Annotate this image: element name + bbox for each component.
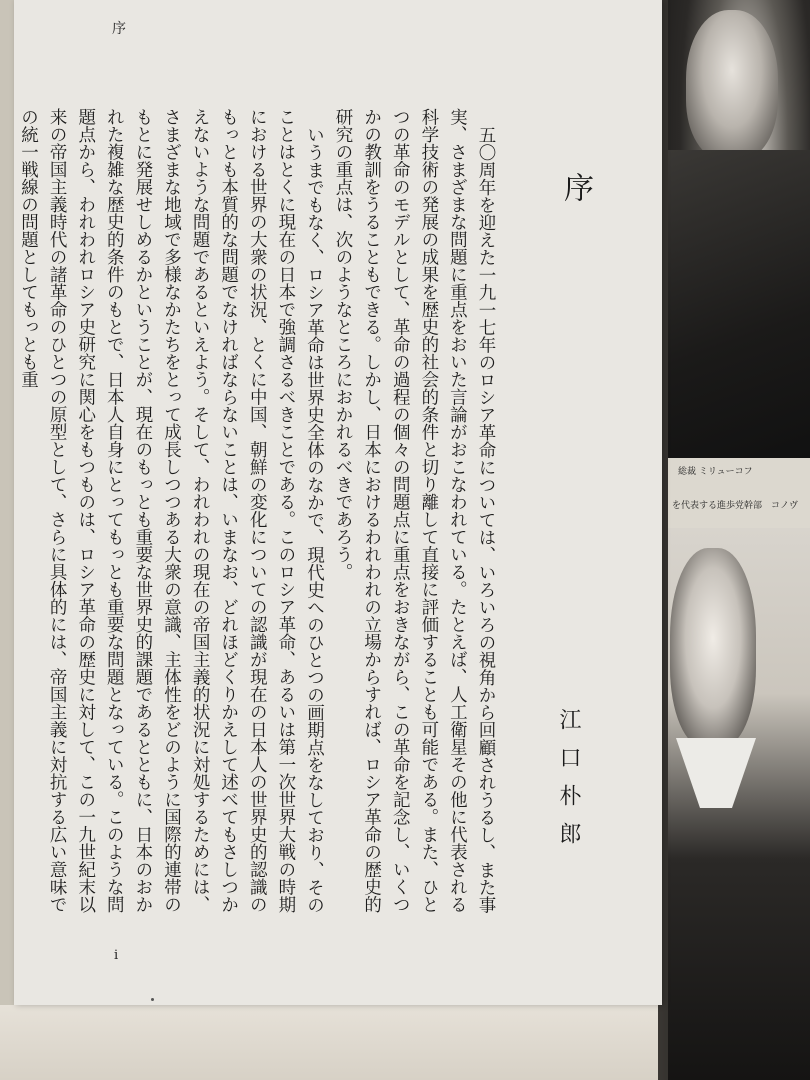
- photo-caption-2: を代表する進歩党幹部 コノヴ: [672, 501, 799, 511]
- body-text: [18, 108, 500, 918]
- portrait-photo-bottom: [668, 528, 810, 1080]
- author-name: 江口朴郎: [556, 708, 581, 860]
- paragraph-1: 五〇周年を迎えた一九一七年のロシア革命については、いろいろの視角から回顧されうるし、また事実、さまざまな問題に重点をおいた言論がおこなわれている。たとえば、人工衛星その他に代表される科学技術の発展の成果を歴史的社会的条件と切り離して直接に評価することも可能である。また、ひとつの革命のモデルとして、革命の過程の個々の問題点に重点をおきながら、この革命を記念し、いくつかの教訓をうることもできる。しかし、日本におけるわれわれの立場からすれば、ロシア革命の歴史的研究の重点は、次のようなところにおかれるべきであろう。: [333, 108, 496, 913]
- paragraph-2: いうまでもなく、ロシア革命は世界史全体のなかで、現代史へのひとつの画期点をなしており、そのことはとくに現在の日本で強調さるべきことである。このロシア革命、あるいは第一次世界大戦の時期における世界の大衆の状況、とくに中国、朝鮮の変化についての認識が現在の日本人の世界史的認識のもっとも本質的な問題でなければならないことは、いまなお、どれほどくりかえして述べてもさしつかえないような問題であるといえよう。そして、われわれの現在の帝国主義的状況に対処するためには、さまざまな地域で多様なかたちをとって成長しつつある大衆の意識、主体性をどのように国際的連帯のもとに発展せしめるかということが、現在のもっとも重要な世界史的課題であるとともに、日本のおかれた複雑な歴史的条件のもとで、日本人自身にとってもっとも重要な問題となっている。このような問題点から、われわれロシア史研究に関心をもつものは、ロシア革命の歴史に対して、この一九世紀末以来の帝国主義時代の諸革命のひとつの原型として、さらに具体的には、帝国主義に対抗する広い意味での統一戦線の問題としてもっとも重: [18, 108, 325, 913]
- caption-strip: [668, 458, 810, 528]
- paper-speck: [151, 998, 154, 1001]
- portrait-coat-top: [668, 150, 810, 458]
- portrait-collar-bottom: [676, 738, 756, 808]
- portrait-face-top: [686, 10, 778, 160]
- portrait-face-bottom: [670, 548, 756, 748]
- page-number: i: [114, 948, 119, 963]
- photo-caption-1: 総裁 ミリューコフ: [678, 467, 753, 477]
- running-head: 序: [112, 21, 126, 37]
- portrait-photo-top: [668, 0, 810, 458]
- chapter-title: 序: [558, 172, 593, 202]
